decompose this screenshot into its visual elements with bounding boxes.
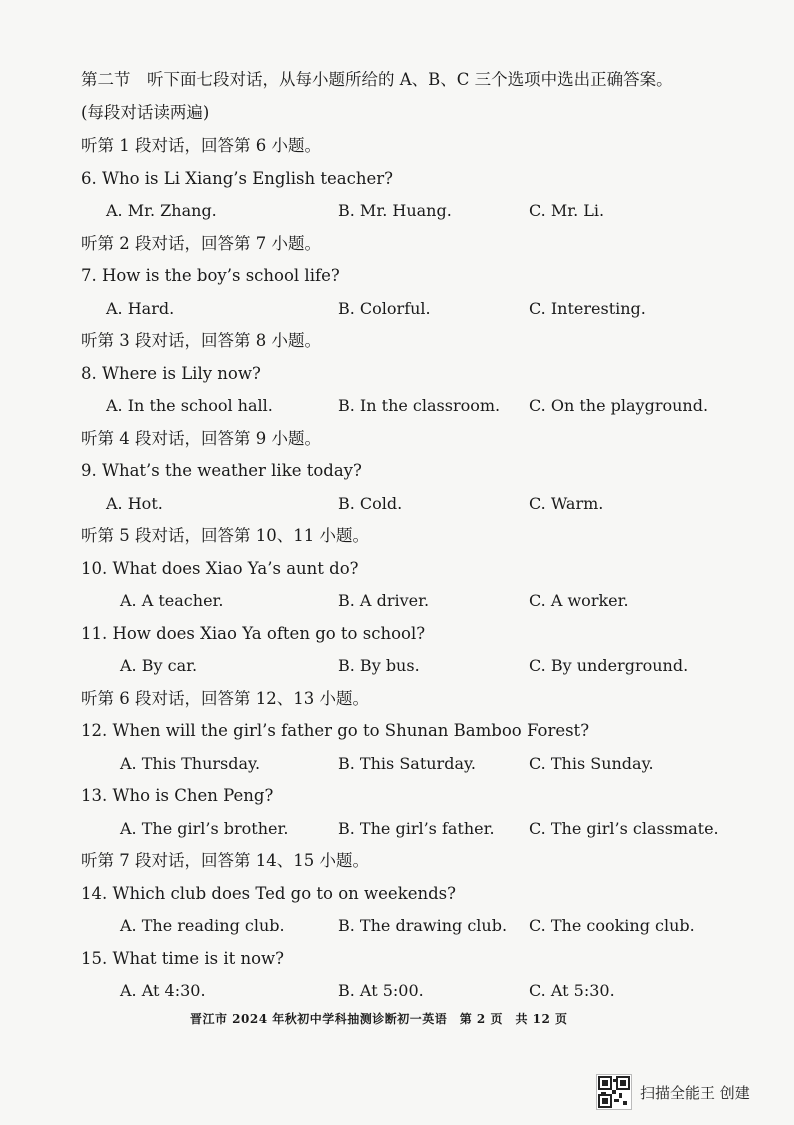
group-intro: 听第 7 段对话，回答第 14、15 小题。	[81, 851, 369, 870]
option-a: A. This Thursday.	[120, 753, 261, 773]
option-c: C. Mr. Li.	[529, 201, 605, 220]
option-b: B. The drawing club.	[338, 916, 508, 935]
option-a: A. A teacher.	[120, 591, 224, 610]
group-intro: 听第 2 段对话，回答第 7 小题。	[81, 233, 321, 253]
option-c: C. Warm.	[529, 493, 604, 513]
option-a: A. In the school hall.	[106, 396, 273, 415]
question-text: 9. What’s the weather like today?	[81, 461, 362, 480]
option-c: C. The girl’s classmate.	[529, 818, 719, 838]
option-a: A. Mr. Zhang.	[106, 201, 217, 220]
question-text: 15. What time is it now?	[81, 948, 285, 968]
option-c: C. The cooking club.	[529, 916, 695, 935]
question-text: 12. When will the girl’s father go to Shunan Bamboo Forest?	[81, 721, 590, 740]
question-text: 10. What does Xiao Ya’s aunt do?	[81, 558, 359, 578]
option-b: B. Cold.	[338, 493, 403, 513]
section-note: (每段对话读两遍)	[81, 103, 210, 122]
option-b: B. This Saturday.	[338, 753, 476, 773]
option-a: A. By car.	[120, 656, 198, 675]
option-b: B. By bus.	[338, 656, 420, 675]
option-b: B. At 5:00.	[338, 981, 424, 1000]
option-a: A. Hot.	[106, 493, 163, 513]
option-c: C. Interesting.	[529, 298, 646, 318]
option-a: A. The girl’s brother.	[120, 818, 289, 838]
option-b: B. The girl’s father.	[338, 818, 495, 838]
option-a: A. At 4:30.	[120, 981, 206, 1000]
question-text: 7. How is the boy’s school life?	[81, 266, 340, 285]
option-b: B. A driver.	[338, 591, 430, 610]
group-intro: 听第 1 段对话，回答第 6 小题。	[81, 136, 321, 155]
section-title: 第二节 听下面七段对话，从每小题所给的 A、B、C 三个选项中选出正确答案。	[81, 70, 673, 89]
option-c: C. By underground.	[529, 656, 689, 675]
group-intro: 听第 3 段对话，回答第 8 小题。	[81, 331, 321, 350]
scanner-watermark	[596, 1074, 750, 1110]
option-c: C. On the playground.	[529, 396, 709, 415]
question-text: 8. Where is Lily now?	[81, 363, 261, 383]
question-text: 6. Who is Li Xiang’s English teacher?	[81, 168, 393, 188]
question-text: 11. How does Xiao Ya often go to school?	[81, 623, 426, 643]
option-b: B. Colorful.	[338, 298, 431, 318]
option-b: B. Mr. Huang.	[338, 201, 452, 220]
option-b: B. In the classroom.	[338, 396, 501, 415]
question-text: 14. Which club does Ted go to on weekends?	[81, 883, 456, 903]
qr-code-icon	[596, 1074, 632, 1110]
page-footer: 晋江市 2024 年秋初中学科抽测诊断初一英语 第 2 页 共 12 页	[190, 1012, 568, 1026]
group-intro: 听第 6 段对话，回答第 12、13 小题。	[81, 688, 369, 708]
option-a: A. The reading club.	[120, 916, 285, 935]
question-text: 13. Who is Chen Peng?	[81, 786, 274, 805]
group-intro: 听第 4 段对话，回答第 9 小题。	[81, 428, 321, 448]
option-c: C. At 5:30.	[529, 981, 615, 1000]
group-intro: 听第 5 段对话，回答第 10、11 小题。	[81, 526, 369, 545]
option-c: C. This Sunday.	[529, 753, 654, 773]
option-c: C. A worker.	[529, 591, 629, 610]
option-a: A. Hard.	[106, 298, 175, 318]
scanner-label: 扫描全能王 创建	[640, 1083, 750, 1102]
